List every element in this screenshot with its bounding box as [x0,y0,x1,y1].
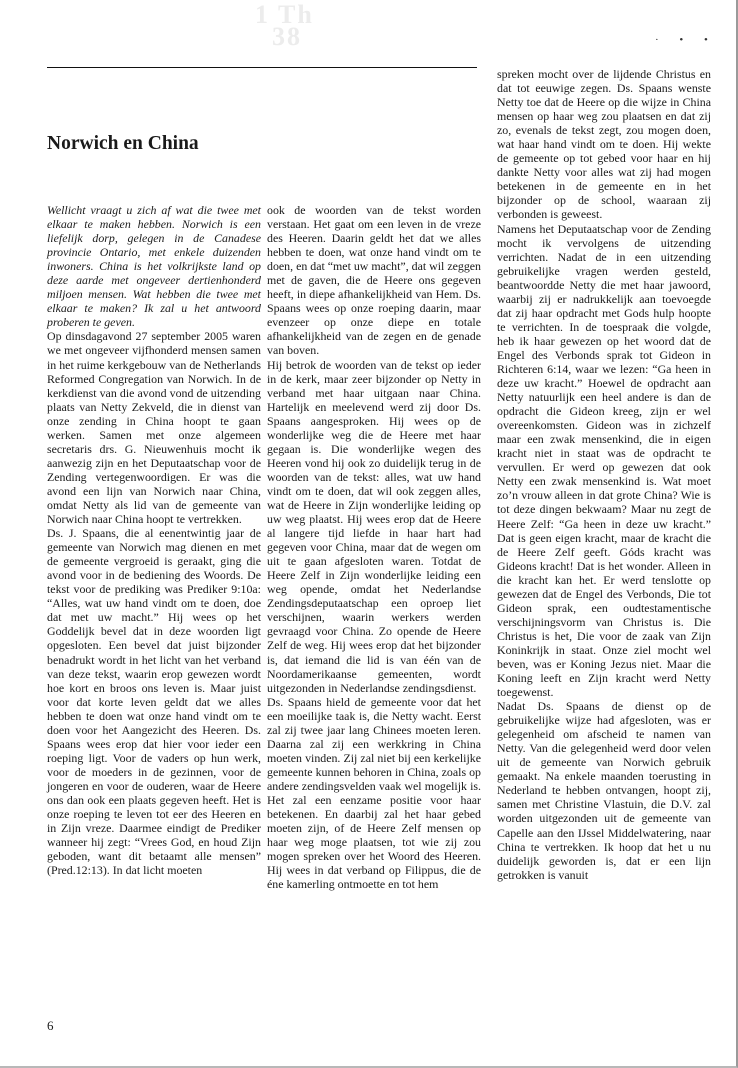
paragraph: Hij betrok de woorden van de tekst op ieder in de kerk, maar zeer bijzonder op Netty in verband met haar uitgaan naar China. Hartelijk en meelevend werd zij door Ds. Spaans aangesproken. Hij wees op de wonderlijke weg die de Heere met haar gegaan is. Die wonderlijke wegen des Heeren vond hij ook zo duidelijk terug in de woorden van de tekst: alles, wat uw hand vindt om te doen, dat wil ook zeggen alles, wat de Heere in Zijn wonderlijke leiding op uw weg plaatst. Hij wees erop dat de Heere al langere tijd liefde in haar hart had gegeven voor China, maar dat de wegen om uit te gaan afgesloten waren. Totdat de Heere Zelf in Zijn wonderlijke leiding een weg opende, omdat het Nederlandse Zendingsdeputaatschap een oproep liet verschijnen, waarin werkers werden gevraagd voor China. Zo opende de Heere Zelf de weg. Hij wees erop dat het bijzonder is, dat iemand die lid is van één van de Noordamerikaanse gemeenten, wordt uitgezonden in Nederlandse zendingsdienst. [267,357,481,695]
bleed-through-text: 1 Th 38 [255,0,314,51]
paragraph: Nadat Ds. Spaans de dienst op de gebruikelijke wijze had afgesloten, was er gelegenheid om afscheid te namen van Netty. Van die gelegenheid werd door velen uit de gemeente van Norwich gebruik gemaakt. Na enkele maanden toerusting in Nederland te hebben ontvangen, hoopt zij, samen met Christine Vlastuin, die D.V. zal worden uitgezonden uit de gemeente van Capelle aan den IJssel Middelwatering, naar China te vertrekken. Ik hoop dat het u nu duidelijk geworden is, dat er een lijn getrokken is vanuit [497,699,711,882]
intro-paragraph: Wellicht vraagt u zich af wat die twee met elkaar te maken hebben. Norwich is een liefelijk dorp, gelegen in de Canadese provincie Ontario, met enkele duizenden inwoners. China is het volkrijkste land op deze aarde met ongeveer dertienhonderd miljoen mensen. Wat hebben die twee met elkaar te maken? Ik zal u het antwoord proberen te geven. [47,203,261,330]
paragraph: spreken mocht over de lijdende Christus en dat tot eeuwige zegen. Ds. Spaans wenste Netty toe dat de Heere op die wijze in China mensen op haar weg zou plaatsen en dat zij zo, evenals de tekst zegt, zou mogen doen, wat haar hand vindt om te doen. Hij wekte de gemeente op tot gebed voor haar en hij dankte Netty voor alles wat zij had mogen betekenen in de gemeente en in het bijzonder op de school, waaraan zij verbonden is geweest. [497,67,711,222]
column-3 [497,67,711,882]
paragraph: Namens het Deputaatschap voor de Zending mocht ik vervolgens de uitzending verrichten. Nadat de in een uitzending gebruikelijke vragen werden gesteld, beantwoordde Netty die met haar jawoord, waarbij zij er nadrukkelijk aan toevoegde dat zij haar opdracht met Gods hulp hoopte te verrichten. In de toespraak die volgde, heb ik haar gewezen op het woord dat de Engel des Verbonds sprak tot Gideon in Richteren 6:14, waar we lezen: “Ga heen in deze uw kracht.” Hoewel de opdracht aan Netty natuurlijk een heel andere is dan de opdracht die Gideon kreeg, zijn er wel overeenkomsten. Gideon was in zichzelf maar een zwak mensenkind, die in eigen kracht niet in staat was de opdracht te vervullen. Er werd op gewezen dat ook Netty een zwak mensenkind is. Wat moet zo’n vrouw alleen in dat grote China? Wie is tot deze dingen bekwaam? Maar nu zegt de Heere Zelf: “Ga heen in deze uw kracht.” Dat is geen eigen kracht, maar de kracht die de Heere Zelf geeft. Góds kracht was Gideons kracht! Dat is het wonder. Alleen in die kracht kan het. Er werd tenslotte op gewezen dat de Engel des Verbonds, Die tot Gideon sprak, een oudtestamentische verschijningsvorm van Christus is. Die Christus is het, Die voor de zaak van Zijn Koninkrijk in staat. Onze ziel mocht wel beven, was er Koning Jezus niet. Maar die Koning leeft en Zijn kracht werd Netty toegewenst. [497,221,711,700]
corner-marks: · • • [655,34,717,46]
header-rule [47,67,477,68]
column-2 [267,203,481,891]
paragraph: ook de woorden van de tekst worden verstaan. Het gaat om een leven in de vreze des Heeren. Daarin geldt het dat we alles hebben te doen, wat onze hand vindt om te doen, en dat “met uw macht”, dat wil zeggen met de gaven, die de Heere ons gegeven heeft, in diepe afhankelijkheid van Hem. Ds. Spaans wees op onze roeping daarin, maar evenzeer op onze diepe en totale afhankelijkheid van de zegen en de genade van boven. [267,203,481,358]
paragraph: Op dinsdagavond 27 september 2005 waren we met ongeveer vijfhonderd mensen samen in het ruime kerkgebouw van de Netherlands Reformed Congregation van Norwich. In de kerkdienst van die avond vond de uitzending plaats van Netty Zekveld, die in dienst van onze zending in China hoopt te gaan werken. Samen met onze algemeen secretaris drs. G. Nieuwenhuis mocht ik aanwezig zijn en het Deputaatschap voor de Zending vertegenwoordigen. Er was die avond een lijn van Norwich naar China, omdat Netty als lid van de gemeente van Norwich naar China hoopt te vertrekken. [47,329,261,527]
article-title: Norwich en China [47,133,199,154]
page-number: 6 [47,1018,54,1033]
paragraph: Ds. Spaans hield de gemeente voor dat het een moeilijke taak is, die Netty wacht. Eerst zal zij twee jaar lang Chinees moeten leren. Daarna zal zij een werkkring in China moeten vinden. Zij zal niet bij een kerkelijke gemeente kunnen behoren in China, zoals op andere zendingsvelden vaak wel mogelijk is. Het zal een eenzame positie voor haar betekenen. En daarbij zal het haar gebed moeten zijn, of de Heere Zelf mensen op haar weg moge plaatsen, tot wie zij zou mogen spreken over het Woord des Heeren. Hij wees in dat verband op Filippus, die de éne kamerling ontmoette en tot hem [267,694,481,892]
paragraph: Ds. J. Spaans, die al eenentwintig jaar de gemeente van Norwich mag dienen en met de gemeente vergroeid is geraakt, ging die avond voor in de bediening des Woords. De tekst voor de prediking was Prediker 9:10a: “Alles, wat uw hand vindt om te doen, doe dat met uw macht.” Hij wees op het Goddelijk bevel dat in deze woorden ligt opgesloten. Een bevel dat juist bijzonder benadrukt wordt in het licht van het verband van deze tekst, waarin erop gewezen wordt hoe kort en broos ons leven is. Maar juist voor dat korte leven geldt dat we alles hebben te doen wat onze hand vindt om te doen voor het Aangezicht des Heeren. Ds. Spaans wees erop dat hier voor ieder een roeping ligt. Voor de vaders op hun werk, voor de moeders in de gezinnen, voor de jongeren en voor de ouderen, waar de Heere ons dan ook een plaats gegeven heeft. Het is onze roeping te leven tot eer des Heeren en in Zijn vreze. Daarmee eindigt de Prediker wanneer hij zegt: “Vrees God, en houd Zijn geboden, want dit betaamt alle mensen” (Pred.12:13). In dat licht moeten [47,526,261,878]
column-1 [47,203,261,877]
